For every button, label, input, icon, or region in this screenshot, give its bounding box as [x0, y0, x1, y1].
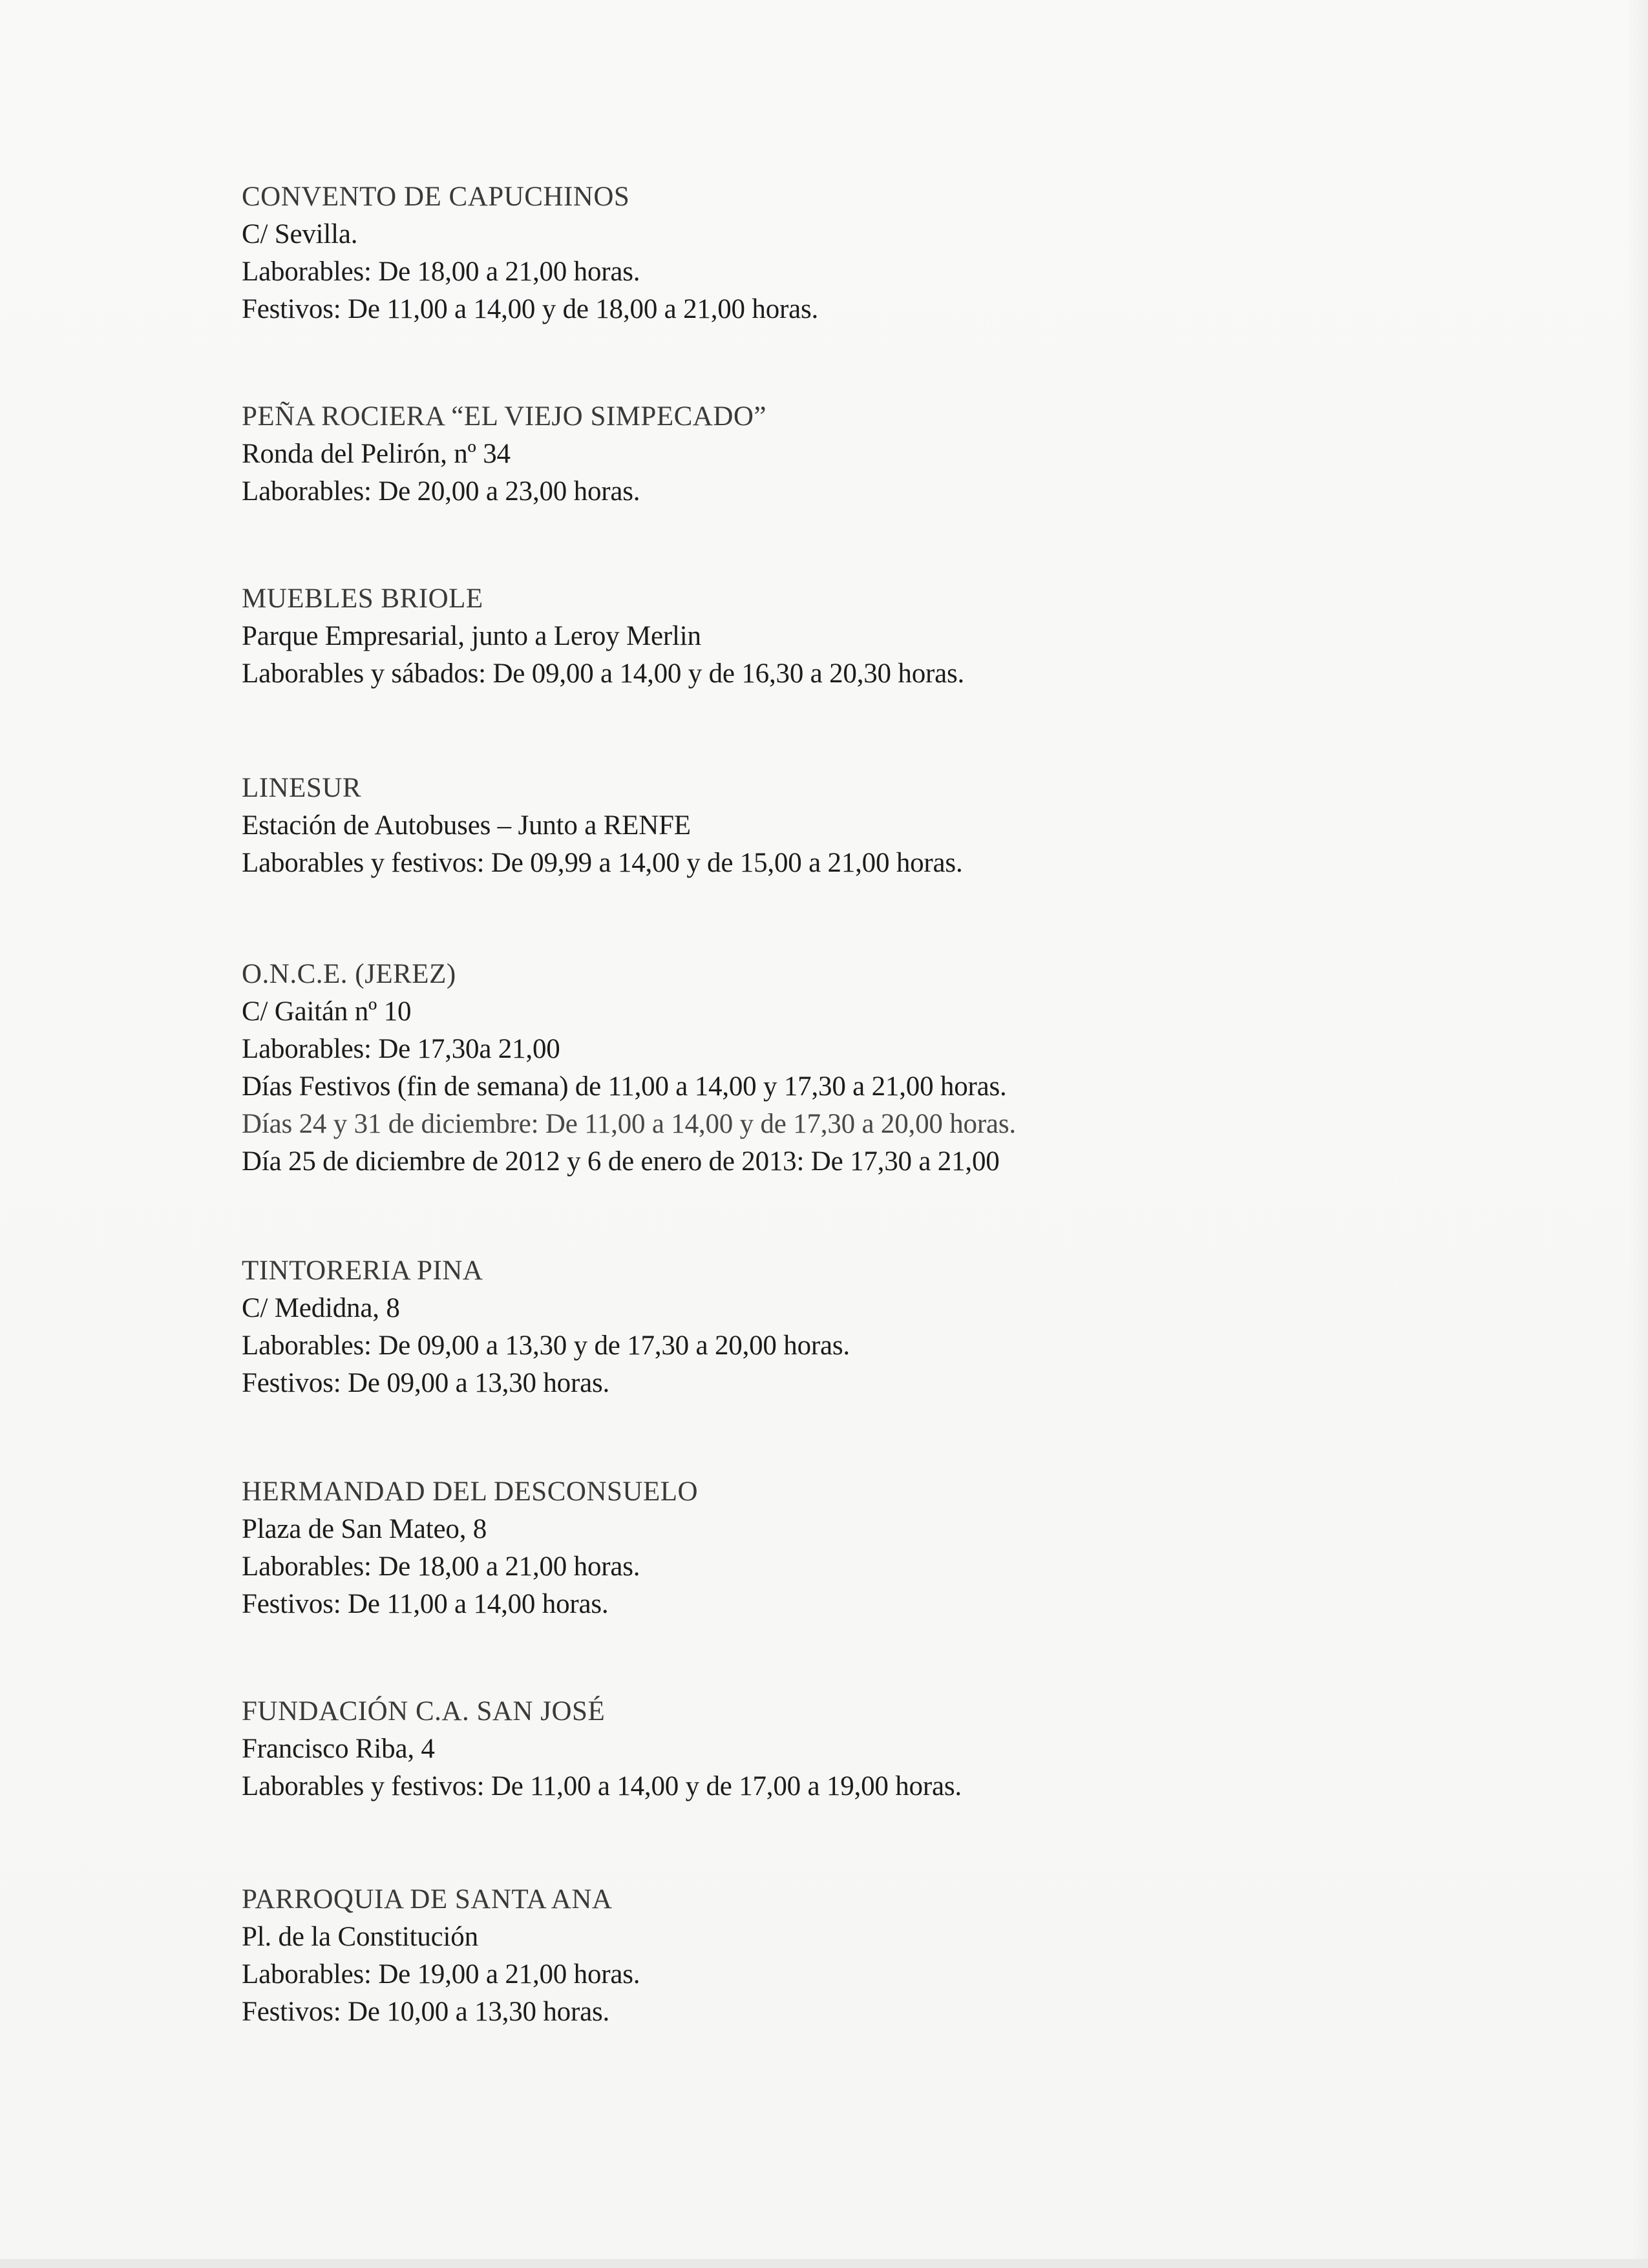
- entry-title: MUEBLES BRIOLE: [242, 583, 483, 614]
- page-edge-shadow: [1629, 0, 1648, 2268]
- entry-hours: Días Festivos (fin de semana) de 11,00 a 14,00 y 17,30 a 21,00 horas.: [242, 1071, 1007, 1102]
- entry-address: Francisco Riba, 4: [242, 1734, 435, 1764]
- entry-linesur: [242, 770, 1470, 882]
- entry-address: Ronda del Pelirón, nº 34: [242, 439, 511, 469]
- page-bottom-edge: [0, 2259, 1648, 2268]
- entry-fundacion-ca-san-jose: [242, 1693, 1470, 1805]
- entry-parroquia-de-santa-ana: [242, 1881, 1470, 2031]
- entry-hours: Festivos: De 11,00 a 14,00 y de 18,00 a 21,00 horas.: [242, 294, 819, 324]
- entry-address: C/ Sevilla.: [242, 219, 358, 249]
- entry-hours: Laborables: De 19,00 a 21,00 horas.: [242, 1959, 640, 1990]
- entry-hours: Laborables: De 09,00 a 13,30 y de 17,30 a 20,00 horas.: [242, 1330, 850, 1361]
- entry-hours: Laborables y festivos: De 09,99 a 14,00 y de 15,00 a 21,00 horas.: [242, 848, 963, 878]
- entry-convento-de-capuchinos: [242, 178, 1470, 328]
- entry-muebles-briole: [242, 580, 1470, 693]
- entry-title: LINESUR: [242, 773, 362, 803]
- entry-hours: Festivos: De 11,00 a 14,00 horas.: [242, 1589, 609, 1619]
- entry-hours: Día 25 de diciembre de 2012 y 6 de enero de 2013: De 17,30 a 21,00: [242, 1146, 1000, 1177]
- entry-hours: Festivos: De 09,00 a 13,30 horas.: [242, 1368, 610, 1398]
- entry-address: C/ Medidna, 8: [242, 1293, 400, 1323]
- entry-hours: Laborables: De 20,00 a 23,00 horas.: [242, 476, 640, 507]
- entry-title: FUNDACIÓN C.A. SAN JOSÉ: [242, 1696, 606, 1727]
- entry-hours: Días 24 y 31 de diciembre: De 11,00 a 14,00 y de 17,30 a 20,00 horas.: [242, 1109, 1016, 1139]
- entry-once-jerez: [242, 956, 1470, 1181]
- entry-title: CONVENTO DE CAPUCHINOS: [242, 182, 630, 212]
- entry-title: PEÑA ROCIERA “EL VIEJO SIMPECADO”: [242, 401, 767, 432]
- entry-pena-rociera: [242, 398, 1470, 510]
- entry-hours: Festivos: De 10,00 a 13,30 horas.: [242, 1997, 610, 2027]
- entry-address: C/ Gaitán nº 10: [242, 996, 412, 1027]
- entry-hours: Laborables: De 18,00 a 21,00 horas.: [242, 1551, 640, 1582]
- entry-hours: Laborables y festivos: De 11,00 a 14,00 y de 17,00 a 19,00 horas.: [242, 1771, 962, 1801]
- entry-hours: Laborables y sábados: De 09,00 a 14,00 y de 16,30 a 20,30 horas.: [242, 658, 965, 689]
- entry-address: Parque Empresarial, junto a Leroy Merlin: [242, 621, 701, 651]
- entry-title: PARROQUIA DE SANTA ANA: [242, 1884, 613, 1915]
- entry-tintoreria-pina: [242, 1252, 1470, 1402]
- entry-title: O.N.C.E. (JEREZ): [242, 959, 456, 989]
- entry-title: TINTORERIA PINA: [242, 1255, 483, 1286]
- entry-address: Pl. de la Constitución: [242, 1922, 478, 1952]
- entry-title: HERMANDAD DEL DESCONSUELO: [242, 1476, 699, 1507]
- entry-address: Estación de Autobuses – Junto a RENFE: [242, 810, 691, 841]
- entry-hours: Laborables: De 17,30a 21,00: [242, 1034, 560, 1064]
- entry-hours: Laborables: De 18,00 a 21,00 horas.: [242, 257, 640, 287]
- entry-hermandad-del-desconsuelo: [242, 1473, 1470, 1623]
- entry-address: Plaza de San Mateo, 8: [242, 1514, 487, 1544]
